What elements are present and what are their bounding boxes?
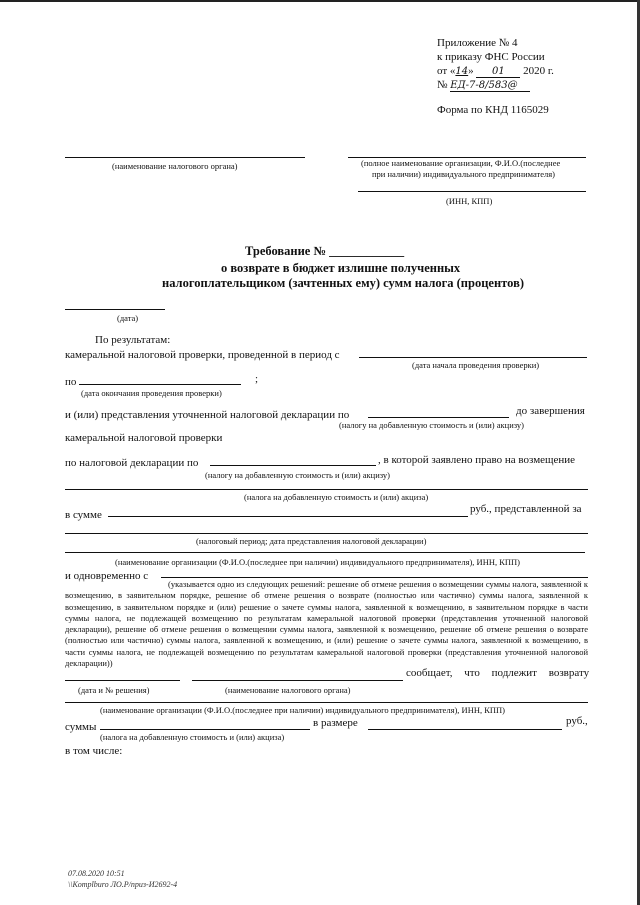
rub-presented-text: руб., представленной за	[470, 503, 582, 515]
caption-tax-kind-2: (налогу на добавленную стоимость и (или) акцизу)	[205, 470, 390, 480]
po-label: по	[65, 376, 77, 388]
caption-check-start: (дата начала проведения проверки)	[412, 360, 540, 370]
org-name-inn-1-line	[65, 552, 585, 553]
form-code: Форма по КНД 1165029	[437, 104, 549, 116]
caption-check-end: (дата окончания проведения проверки)	[81, 388, 222, 398]
page-border-top	[0, 0, 640, 2]
caption-period: (налоговый период; дата представления налоговой декларации)	[196, 536, 427, 546]
simultaneously-line	[161, 577, 588, 578]
footer-doc-code: \\Komplburo ЛО.Р/приз-И2692-4	[68, 880, 178, 889]
caption-org-full-name-1: (полное наименование организации, Ф.И.О.(последнее	[361, 158, 561, 168]
caption-org-name-inn-1: (наименование организации (Ф.И.О.(последнее при наличии) индивидуального предпринимателя), ИНН, КПП)	[115, 557, 520, 567]
results-label: По результатам:	[95, 334, 171, 346]
caption-tax-kind-3: (налога на добавленную стоимость и (или) акциза)	[244, 492, 429, 502]
by-decl-text: по налоговой декларации по	[65, 457, 199, 469]
tax-kind-3-line	[65, 489, 588, 490]
header-order: к приказу ФНС России	[437, 51, 545, 63]
reports-text: сообщает, что подлежит возврату	[406, 667, 590, 679]
sum-label: суммы	[65, 721, 97, 733]
tax-authority-2-line	[192, 680, 403, 681]
header-from-label: от «	[437, 65, 456, 77]
size-line	[368, 729, 562, 730]
caption-decision-date: (дата и № решения)	[78, 685, 150, 695]
header-number-line	[437, 79, 530, 92]
title-line-2: о возврате в бюджет излишне полученных	[221, 261, 461, 275]
clarified-decl-text: и (или) представления уточненной налоговой декларации по	[65, 409, 350, 421]
header-from-year: 2020 г.	[523, 65, 554, 77]
org-name-inn-2-line	[65, 702, 588, 703]
date-line	[65, 309, 165, 310]
footer-timestamp: 07.08.2020 10:51	[68, 869, 125, 878]
in-amount-label: в сумме	[65, 509, 102, 521]
tax-authority-line	[65, 157, 305, 158]
title-line-3: налогоплательщиком (зачтенных ему) сумм налога (процентов)	[162, 276, 524, 290]
by-decl-line	[210, 465, 376, 466]
check-start-line	[359, 357, 587, 358]
header-date-line	[437, 65, 554, 78]
po-semicolon: ;	[255, 373, 259, 385]
header-num-label: №	[437, 79, 448, 91]
period-line	[65, 533, 588, 534]
caption-org-full-name-2: при наличии) индивидуального предпринимателя)	[372, 169, 555, 179]
desk-audit-text: камеральной налоговой проверки, проведенной в период с	[65, 349, 340, 361]
caption-tax-authority: (наименование налогового органа)	[112, 161, 238, 171]
desk-audit-2-text: камеральной налоговой проверки	[65, 432, 223, 444]
in-size-label: в размере	[313, 717, 358, 729]
caption-tax-authority-2: (наименование налогового органа)	[225, 685, 351, 695]
header-from-day: 14	[455, 66, 469, 77]
rub-label: руб.,	[566, 715, 588, 727]
caption-date: (дата)	[117, 313, 139, 323]
decision-options-text: (указывается одно из следующих решений: решение об отмене решения о возмещении суммы налога, заявленной к возмещению, в заявительном порядке, решение об отмене решения о возврате (полностью или частично) суммы налога, заявленной к возмещению, в заявительном порядке и (или) решение о зачете суммы налога, заявленной к возмещению, в заявительном порядке в части суммы налога, не подлежащей возмещению по результатам камеральной налоговой проверки (представления уточненной налоговой декларации), решение об отмене решения о возмещении суммы налога, заявленной к возмещению, решение об отмене решения о возврате (полностью или частично) суммы налога, заявленной к возмещению, и (или) решение о зачете суммы налога, заявленной к возмещению, в части суммы налога, не подлежащей возмещению по результатам камеральной налоговой проверки (представления уточненной налоговой декларации))	[65, 579, 588, 669]
header-from-sep: »	[468, 65, 474, 77]
inn-kpp-line	[358, 191, 586, 192]
title-line-1: Требование № ____________	[245, 244, 405, 258]
simultaneously-label: и одновременно с	[65, 570, 149, 582]
header-appendix: Приложение № 4	[437, 37, 518, 49]
until-end-text: до завершения	[516, 405, 585, 417]
check-end-line	[79, 384, 241, 385]
caption-inn-kpp: (ИНН, КПП)	[446, 196, 493, 206]
header-from-month: 01	[476, 66, 520, 78]
clarified-decl-line	[368, 417, 509, 418]
sum-tax-line	[100, 729, 310, 730]
caption-org-name-inn-2: (наименование организации (Ф.И.О.(последнее при наличии) индивидуального предпринимателя), ИНН, КПП)	[100, 705, 505, 715]
claimed-text: , в которой заявлено право на возмещение	[378, 454, 576, 466]
amount-line	[108, 516, 468, 517]
caption-tax-kind-1: (налогу на добавленную стоимость и (или) акцизу)	[339, 420, 524, 430]
header-num-value: ЕД-7-8/583@	[450, 80, 530, 92]
decision-date-line	[65, 680, 180, 681]
caption-tax-kind-4: (налога на добавленную стоимость и (или) акциза)	[100, 732, 285, 742]
including-label: в том числе:	[65, 745, 123, 757]
